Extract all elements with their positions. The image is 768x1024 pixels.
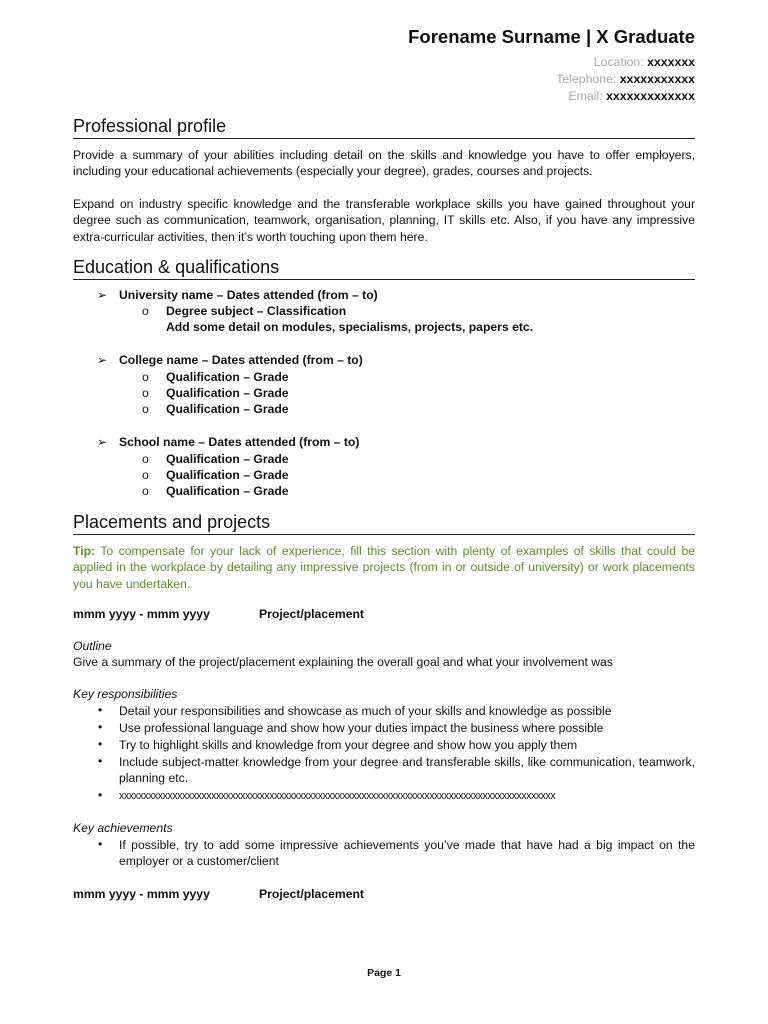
section-title-education: Education & qualifications bbox=[73, 257, 695, 280]
section-title-profile: Professional profile bbox=[73, 116, 695, 139]
dot-bullet: • bbox=[98, 737, 103, 751]
responsibility-item: Try to highlight skills and knowledge from your degree and show how you apply them bbox=[119, 738, 578, 752]
responsibility-item: Use professional language and show how your duties impact the business where possible bbox=[119, 721, 604, 735]
location-label: Location: bbox=[593, 55, 644, 69]
placement-title: Project/placement bbox=[259, 887, 364, 901]
placement-dates: mmm yyyy - mmm yyyy bbox=[73, 607, 210, 621]
university-entry: University name – Dates attended (from – to) bbox=[119, 288, 378, 302]
arrow-bullet: ➢ bbox=[97, 288, 108, 302]
dot-bullet: • bbox=[98, 720, 103, 734]
responsibility-item: Detail your responsibilities and showcase as much of your skills and knowledge as possible bbox=[119, 704, 612, 718]
college-qualification: Qualification – Grade bbox=[166, 370, 289, 384]
circle-bullet: o bbox=[142, 452, 149, 466]
page-number: Page 1 bbox=[367, 967, 401, 979]
dot-bullet: • bbox=[98, 788, 103, 802]
circle-bullet: o bbox=[142, 304, 149, 318]
responsibility-item: xxxxxxxxxxxxxxxxxxxxxxxxxxxxxxxxxxxxxxxxxxxxxxxxxxxxxxxxxxxxxxxxxxxxxxxxxxxxxxxxxxxxxxxxxx bbox=[119, 790, 556, 802]
email-line bbox=[568, 89, 695, 103]
achievement-item: If possible, try to add some impressive achievements you’ve made that have had a big impact on the employer or a customer/client bbox=[119, 838, 695, 869]
university-detail: Add some detail on modules, specialisms, projects, papers etc. bbox=[166, 320, 534, 334]
location-line bbox=[594, 55, 695, 69]
telephone-value: xxxxxxxxxxx bbox=[619, 72, 695, 86]
profile-paragraph-1: Provide a summary of your abilities including detail on the skills and knowledge you have to offer employers, including your educational achievements (especially your degree), grades, courses and projects. bbox=[73, 148, 695, 179]
responsibilities-label: Key responsibilities bbox=[73, 687, 178, 701]
section-title-placements: Placements and projects bbox=[73, 512, 695, 535]
tip-text: To compensate for your lack of experience, fill this section with plenty of examples of skills that could be applied in the workplace by detailing any impressive projects (from in or outside of university) or work placements you have undertaken. bbox=[73, 544, 695, 591]
circle-bullet: o bbox=[142, 370, 149, 384]
telephone-line bbox=[556, 72, 695, 86]
tip-label: Tip: bbox=[73, 544, 96, 558]
school-qualification: Qualification – Grade bbox=[166, 468, 289, 482]
outline-text: Give a summary of the project/placement explaining the overall goal and what your involvement was bbox=[73, 655, 613, 669]
dot-bullet: • bbox=[98, 754, 103, 768]
placement-row bbox=[73, 607, 364, 621]
circle-bullet: o bbox=[142, 402, 149, 416]
arrow-bullet: ➢ bbox=[97, 353, 108, 367]
school-qualification: Qualification – Grade bbox=[166, 452, 289, 466]
outline-label: Outline bbox=[73, 639, 112, 653]
circle-bullet: o bbox=[142, 386, 149, 400]
responsibility-item: Include subject-matter knowledge from your degree and transferable skills, like communication, teamwork, planning etc. bbox=[119, 755, 695, 786]
telephone-label: Telephone: bbox=[556, 72, 617, 86]
circle-bullet: o bbox=[142, 468, 149, 482]
email-label: Email: bbox=[568, 89, 603, 103]
profile-paragraph-2: Expand on industry specific knowledge and the transferable workplace skills you have gained throughout your degree such as communication, teamwork, organisation, planning, IT skills etc. Also, if you have any impressive extra-curricular activities, then it’s worth touching upon them here. bbox=[73, 197, 695, 244]
circle-bullet: o bbox=[142, 484, 149, 498]
school-entry: School name – Dates attended (from – to) bbox=[119, 435, 360, 449]
email-value: xxxxxxxxxxxxx bbox=[606, 89, 695, 103]
degree-subject: Degree subject – Classification bbox=[166, 304, 347, 318]
college-entry: College name – Dates attended (from – to) bbox=[119, 353, 363, 367]
dot-bullet: • bbox=[98, 703, 103, 717]
dot-bullet: • bbox=[98, 837, 103, 851]
candidate-name: Forename Surname | X Graduate bbox=[408, 26, 695, 47]
placement-dates: mmm yyyy - mmm yyyy bbox=[73, 887, 210, 901]
arrow-bullet: ➢ bbox=[97, 435, 108, 449]
placement-title: Project/placement bbox=[259, 607, 364, 621]
college-qualification: Qualification – Grade bbox=[166, 386, 289, 400]
achievements-label: Key achievements bbox=[73, 821, 173, 835]
school-qualification: Qualification – Grade bbox=[166, 484, 289, 498]
college-qualification: Qualification – Grade bbox=[166, 402, 289, 416]
location-value: xxxxxxx bbox=[647, 55, 695, 69]
placement-row bbox=[73, 887, 364, 901]
tip-paragraph bbox=[73, 543, 695, 592]
